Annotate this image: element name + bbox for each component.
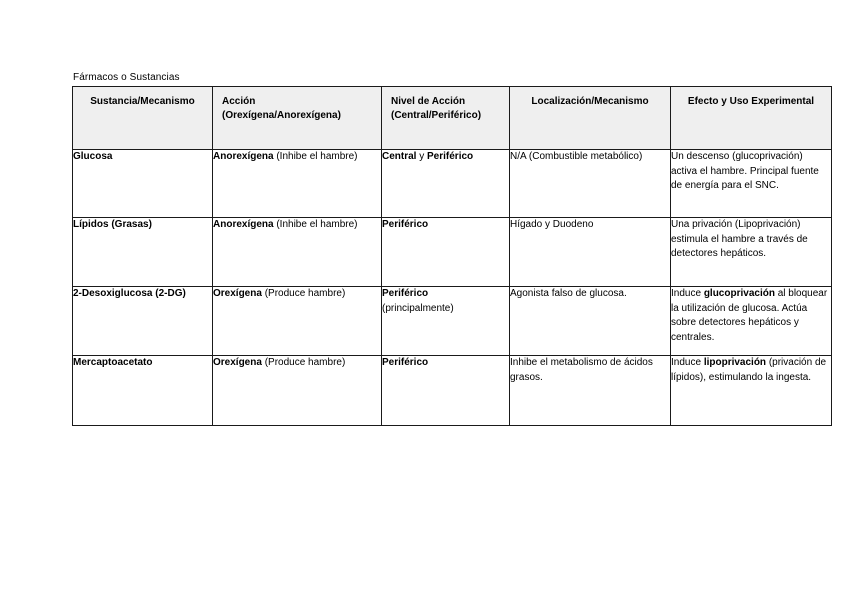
cell-nivel [382, 287, 510, 356]
substances-table [72, 86, 832, 426]
cell-nivel [382, 218, 510, 287]
cell-localizacion: Inhibe el metabolismo de ácidos grasos. [510, 356, 671, 426]
header-efecto: Efecto y Uso Experimental [671, 87, 832, 150]
header-nivel-title: Nivel de Acción [391, 96, 466, 107]
accion-type: Orexígena [213, 288, 262, 299]
accion-detail: (Produce hambre) [261, 288, 346, 299]
efecto-detail: (privación de lípidos), estimulando la ingesta. [671, 357, 827, 383]
efecto-detail: al bloquear la utilización de glucosa. Actúa sobre detectores hepáticos y centrales. [671, 288, 828, 343]
cell-efecto: Un descenso (glucoprivación) activa el hambre. Principal fuente de energía para el SNC. [671, 150, 832, 218]
header-accion [213, 87, 382, 150]
cell-localizacion: N/A (Combustible metabólico) [510, 150, 671, 218]
efecto-intro: Induce [671, 357, 704, 368]
cell-accion [213, 150, 382, 218]
cell-nivel [382, 150, 510, 218]
table-row [73, 356, 832, 426]
header-nivel [382, 87, 510, 150]
accion-detail: (Inhibe el hambre) [273, 219, 358, 230]
nivel-periferico: Periférico [382, 219, 429, 230]
cell-accion [213, 356, 382, 426]
cell-efecto [671, 287, 832, 356]
sustancia-name: 2-Desoxiglucosa (2-DG) [73, 288, 186, 299]
nivel-qualifier: (principalmente) [382, 302, 454, 314]
accion-detail: (Inhibe el hambre) [273, 151, 358, 162]
cell-localizacion: Hígado y Duodeno [510, 218, 671, 287]
sustancia-name: Lípidos (Grasas) [73, 219, 152, 230]
nivel-central: Central [382, 151, 417, 162]
table-caption: Fármacos o Sustancias [73, 72, 180, 83]
efecto-term: glucoprivación [703, 288, 775, 299]
accion-type: Anorexígena [213, 219, 274, 230]
header-accion-title: Acción [222, 96, 256, 107]
table-row [73, 218, 832, 287]
nivel-periferico: Periférico [382, 357, 429, 368]
cell-sustancia [73, 218, 213, 287]
cell-efecto: Una privación (Lipoprivación) estimula el hambre a través de detectores hepáticos. [671, 218, 832, 287]
header-accion-subtitle: (Orexígena/Anorexígena) [222, 110, 341, 121]
table-header-row [73, 87, 832, 150]
cell-accion [213, 287, 382, 356]
efecto-intro: Induce [671, 288, 704, 299]
cell-localizacion: Agonista falso de glucosa. [510, 287, 671, 356]
cell-efecto [671, 356, 832, 426]
cell-sustancia [73, 150, 213, 218]
nivel-connector: y [416, 151, 428, 162]
header-nivel-subtitle: (Central/Periférico) [391, 110, 482, 121]
nivel-periferico: Periférico [382, 288, 429, 299]
table-row [73, 287, 832, 356]
nivel-periferico: Periférico [427, 151, 474, 162]
table-row [73, 150, 832, 218]
efecto-term: lipoprivación [703, 357, 767, 368]
cell-accion [213, 218, 382, 287]
cell-sustancia [73, 356, 213, 426]
header-sustancia: Sustancia/Mecanismo [73, 87, 213, 150]
cell-sustancia [73, 287, 213, 356]
accion-type: Orexígena [213, 357, 262, 368]
accion-detail: (Produce hambre) [261, 357, 346, 368]
sustancia-name: Glucosa [73, 151, 113, 162]
accion-type: Anorexígena [213, 151, 274, 162]
header-localizacion: Localización/Mecanismo [510, 87, 671, 150]
cell-nivel [382, 356, 510, 426]
sustancia-name: Mercaptoacetato [73, 357, 153, 368]
